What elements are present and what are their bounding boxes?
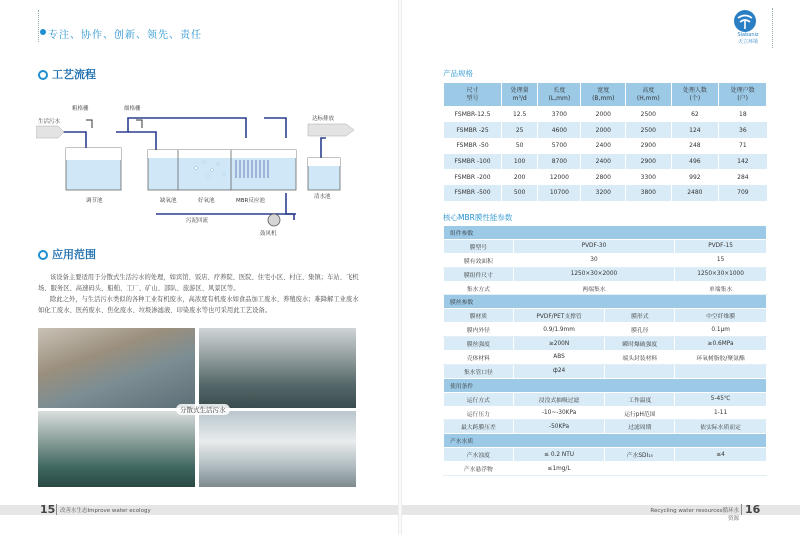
table-cell: ≤1mg/L (513, 462, 605, 476)
table-row (444, 239, 767, 253)
table-cell: 15 (675, 253, 767, 267)
spec-title: 产品规格 (443, 69, 473, 78)
table-row (444, 392, 767, 406)
table-row (444, 309, 767, 323)
table-cell: 2900 (626, 154, 671, 170)
table-cell: FSMBR -100 (444, 154, 502, 170)
svg-text:达标排放: 达标排放 (312, 116, 335, 122)
mbr-title: 核心MBR膜性能参数 (443, 213, 513, 222)
page-number-left: 15 (40, 503, 56, 516)
svg-text:好氧池: 好氧池 (198, 198, 215, 204)
table-cell: 运行pH范围 (605, 406, 675, 420)
table-cell: 膜型号 (444, 239, 514, 253)
group-row (444, 434, 767, 448)
table-cell: -50KPa (513, 420, 605, 434)
table-cell: 30 (513, 253, 674, 267)
svg-text:清水池: 清水池 (314, 194, 331, 200)
logo-text-cn: 天立环境 (737, 39, 758, 45)
group-row (444, 295, 767, 309)
table-row (444, 323, 767, 337)
column-header: 高度 (H,mm) (626, 83, 671, 107)
column-header: 长度 (L,mm) (538, 83, 581, 107)
table-cell: 膜有效面积 (444, 253, 514, 267)
table-cell: 最大跨膜压差 (444, 420, 514, 434)
table-cell (605, 364, 675, 378)
table-cell: FSMBR-12.5 (444, 107, 502, 123)
table-cell: 5700 (538, 138, 581, 154)
table-cell: ≤ 0.2 NTU (513, 448, 605, 462)
table-cell (605, 462, 675, 476)
table-row (444, 351, 767, 365)
photo-tanks (38, 411, 195, 487)
table-cell: 500 (502, 185, 538, 201)
column-header: 尺寸 型号 (444, 83, 502, 107)
table-cell: 8700 (538, 154, 581, 170)
footer-text-left: 改善水生态Improve water ecology (60, 508, 151, 514)
table-cell: ≤4 (675, 448, 767, 462)
table-cell: 浸没式抽吸过滤 (513, 392, 605, 406)
table-cell: 2400 (581, 154, 626, 170)
table-cell: 膜材质 (444, 309, 514, 323)
table-cell: 产水悬浮物 (444, 462, 514, 476)
table-cell: 端头封装材料 (605, 351, 675, 365)
table-cell: 3300 (626, 169, 671, 185)
table-row (444, 169, 767, 185)
table-cell: 1-11 (675, 406, 767, 420)
table-row (444, 154, 767, 170)
divider (741, 504, 742, 515)
table-cell: 运行压力 (444, 406, 514, 420)
svg-text:污泥回流: 污泥回流 (186, 218, 209, 224)
table-cell: 142 (719, 154, 767, 170)
table-cell: 248 (671, 138, 719, 154)
table-header-row (444, 83, 767, 107)
table-row (444, 107, 767, 123)
table-cell: 2400 (581, 138, 626, 154)
svg-text:粗格栅: 粗格栅 (72, 106, 89, 112)
table-cell: 12.5 (502, 107, 538, 123)
spec-table (443, 82, 767, 201)
table-cell: 284 (719, 169, 767, 185)
svg-text:调节池: 调节池 (86, 198, 103, 204)
table-cell: 3200 (581, 185, 626, 201)
section-circle-icon (38, 70, 48, 80)
group-label: 组件参数 (444, 226, 767, 240)
table-row (444, 138, 767, 154)
table-cell: 12000 (538, 169, 581, 185)
table-cell: 2480 (671, 185, 719, 201)
table-cell: 集水方式 (444, 281, 514, 295)
table-cell: FSMBR -50 (444, 138, 502, 154)
table-cell: 71 (719, 138, 767, 154)
table-cell: 3800 (626, 185, 671, 201)
table-cell: 膜组件尺寸 (444, 267, 514, 281)
process-title: 工艺流程 (38, 66, 96, 82)
table-cell: ф24 (513, 364, 605, 378)
mbr-table (443, 225, 767, 476)
table-row (444, 185, 767, 201)
photo-coast (38, 328, 195, 408)
svg-text:缺氧池: 缺氧池 (160, 198, 177, 204)
table-cell: -10~-30KPa (513, 406, 605, 420)
table-cell: 两端集水 (513, 281, 674, 295)
table-cell: 2000 (581, 122, 626, 138)
table-row (444, 337, 767, 351)
application-title: 应用范围 (38, 246, 96, 262)
table-cell: 产水SDI₁₅ (605, 448, 675, 462)
table-cell (675, 364, 767, 378)
divider-dots (38, 10, 39, 42)
center-spine (398, 0, 402, 535)
svg-text:生活污水: 生活污水 (38, 119, 61, 125)
table-row (444, 462, 767, 476)
table-row (444, 364, 767, 378)
table-cell: FSMBR -25 (444, 122, 502, 138)
table-cell: 膜内外径 (444, 323, 514, 337)
svg-text:MBR反应池: MBR反应池 (236, 198, 265, 204)
table-cell: FSMBR -200 (444, 169, 502, 185)
column-header: 处理量 m³/d (502, 83, 538, 107)
table-cell: 产水浊度 (444, 448, 514, 462)
table-cell: 壳体材料 (444, 351, 514, 365)
table-row (444, 253, 767, 267)
column-header: 宽度 (B,mm) (581, 83, 626, 107)
table-cell: 0.9/1.9mm (513, 323, 605, 337)
table-cell: 依实际水质而定 (675, 420, 767, 434)
table-cell: 36 (719, 122, 767, 138)
logo-text-en: Siabaniz (737, 32, 759, 38)
photo-equipment (199, 411, 356, 487)
table-cell: 0.1μm (675, 323, 767, 337)
photo-caption: 分散式生活污水 (176, 404, 230, 415)
table-cell: 2500 (626, 107, 671, 123)
table-cell: PVDF/PET支撑管 (513, 309, 605, 323)
process-diagram (36, 98, 366, 238)
table-cell: 膜形式 (605, 309, 675, 323)
group-label: 产水水质 (444, 434, 767, 448)
table-cell: 709 (719, 185, 767, 201)
table-row (444, 420, 767, 434)
paragraph: 该设备主要适用于分散式生活污水的处理，如宾馆、饭店、疗养院、医院、住宅小区、村庄、集镇；车站、飞机场、服务区、高速码头、船舶、工厂、矿山、部队、旅游区、风景区等。 (38, 274, 359, 292)
table-cell: 100 (502, 154, 538, 170)
table-cell: 膜孔径 (605, 323, 675, 337)
table-cell: PVDF-30 (513, 239, 674, 253)
table-row (444, 267, 767, 281)
table-cell: 工作温度 (605, 392, 675, 406)
table-cell: ABS (513, 351, 605, 365)
bullet-icon (40, 29, 46, 35)
group-label: 膜丝参数 (444, 295, 767, 309)
slogan: 专注、协作、创新、领先、责任 (48, 30, 202, 41)
table-cell: 4600 (538, 122, 581, 138)
table-cell: 124 (671, 122, 719, 138)
table-cell: PVDF-15 (675, 239, 767, 253)
table-row (444, 122, 767, 138)
logo-icon (734, 10, 756, 32)
column-header: 处理户数 (户) (719, 83, 767, 107)
page-number-right: 16 (745, 503, 761, 516)
column-header: 处理人数 (个) (671, 83, 719, 107)
table-cell: 1250×30×2000 (513, 267, 674, 281)
table-cell: 18 (719, 107, 767, 123)
table-cell: 62 (671, 107, 719, 123)
table-row (444, 406, 767, 420)
table-cell: 50 (502, 138, 538, 154)
table-row (444, 281, 767, 295)
section-circle-icon (38, 250, 48, 260)
table-cell: FSMBR -500 (444, 185, 502, 201)
table-cell: 膜丝强度 (444, 337, 514, 351)
svg-text:鼓风机: 鼓风机 (260, 231, 277, 237)
table-cell: 496 (671, 154, 719, 170)
table-cell: 1250×30×1000 (675, 267, 767, 281)
table-cell: 3700 (538, 107, 581, 123)
group-row (444, 226, 767, 240)
divider (56, 504, 57, 515)
table-cell: 25 (502, 122, 538, 138)
table-cell: ≥200N (513, 337, 605, 351)
company-logo (728, 10, 764, 44)
table-cell: 运行方式 (444, 392, 514, 406)
table-cell: 992 (671, 169, 719, 185)
table-cell: 2800 (581, 169, 626, 185)
group-label: 使用条件 (444, 378, 767, 392)
table-cell: 瞬时爆破强度 (605, 337, 675, 351)
table-cell: 2500 (626, 122, 671, 138)
table-cell: 2900 (626, 138, 671, 154)
table-cell: 10700 (538, 185, 581, 201)
paragraph: 除此之外，与生活污水类似的各种工业有机废水，高浓度有机废水如食品加工废水、养殖废水；难降解工业废水如化工废水、医药废水、焦化废水、垃圾渗滤液、印染废水等也可采用此工艺设备。 (38, 296, 359, 314)
table-cell: 200 (502, 169, 538, 185)
svg-text:细格栅: 细格栅 (124, 106, 141, 112)
table-cell: 过滤周期 (605, 420, 675, 434)
table-cell: 环氧树脂胶/聚氨酯 (675, 351, 767, 365)
table-cell: 中空纤维膜 (675, 309, 767, 323)
table-cell (675, 462, 767, 476)
divider-dots (772, 8, 773, 48)
table-cell: 集水管口径 (444, 364, 514, 378)
application-text (38, 272, 360, 316)
table-cell: 5-45℃ (675, 392, 767, 406)
table-cell: 2000 (581, 107, 626, 123)
table-cell: ≥0.6MPa (675, 337, 767, 351)
group-row (444, 378, 767, 392)
footer-text-right: Recycling water resources循环水资源 (650, 508, 739, 522)
photo-plant (199, 328, 356, 408)
table-cell: 单端集水 (675, 281, 767, 295)
table-row (444, 448, 767, 462)
